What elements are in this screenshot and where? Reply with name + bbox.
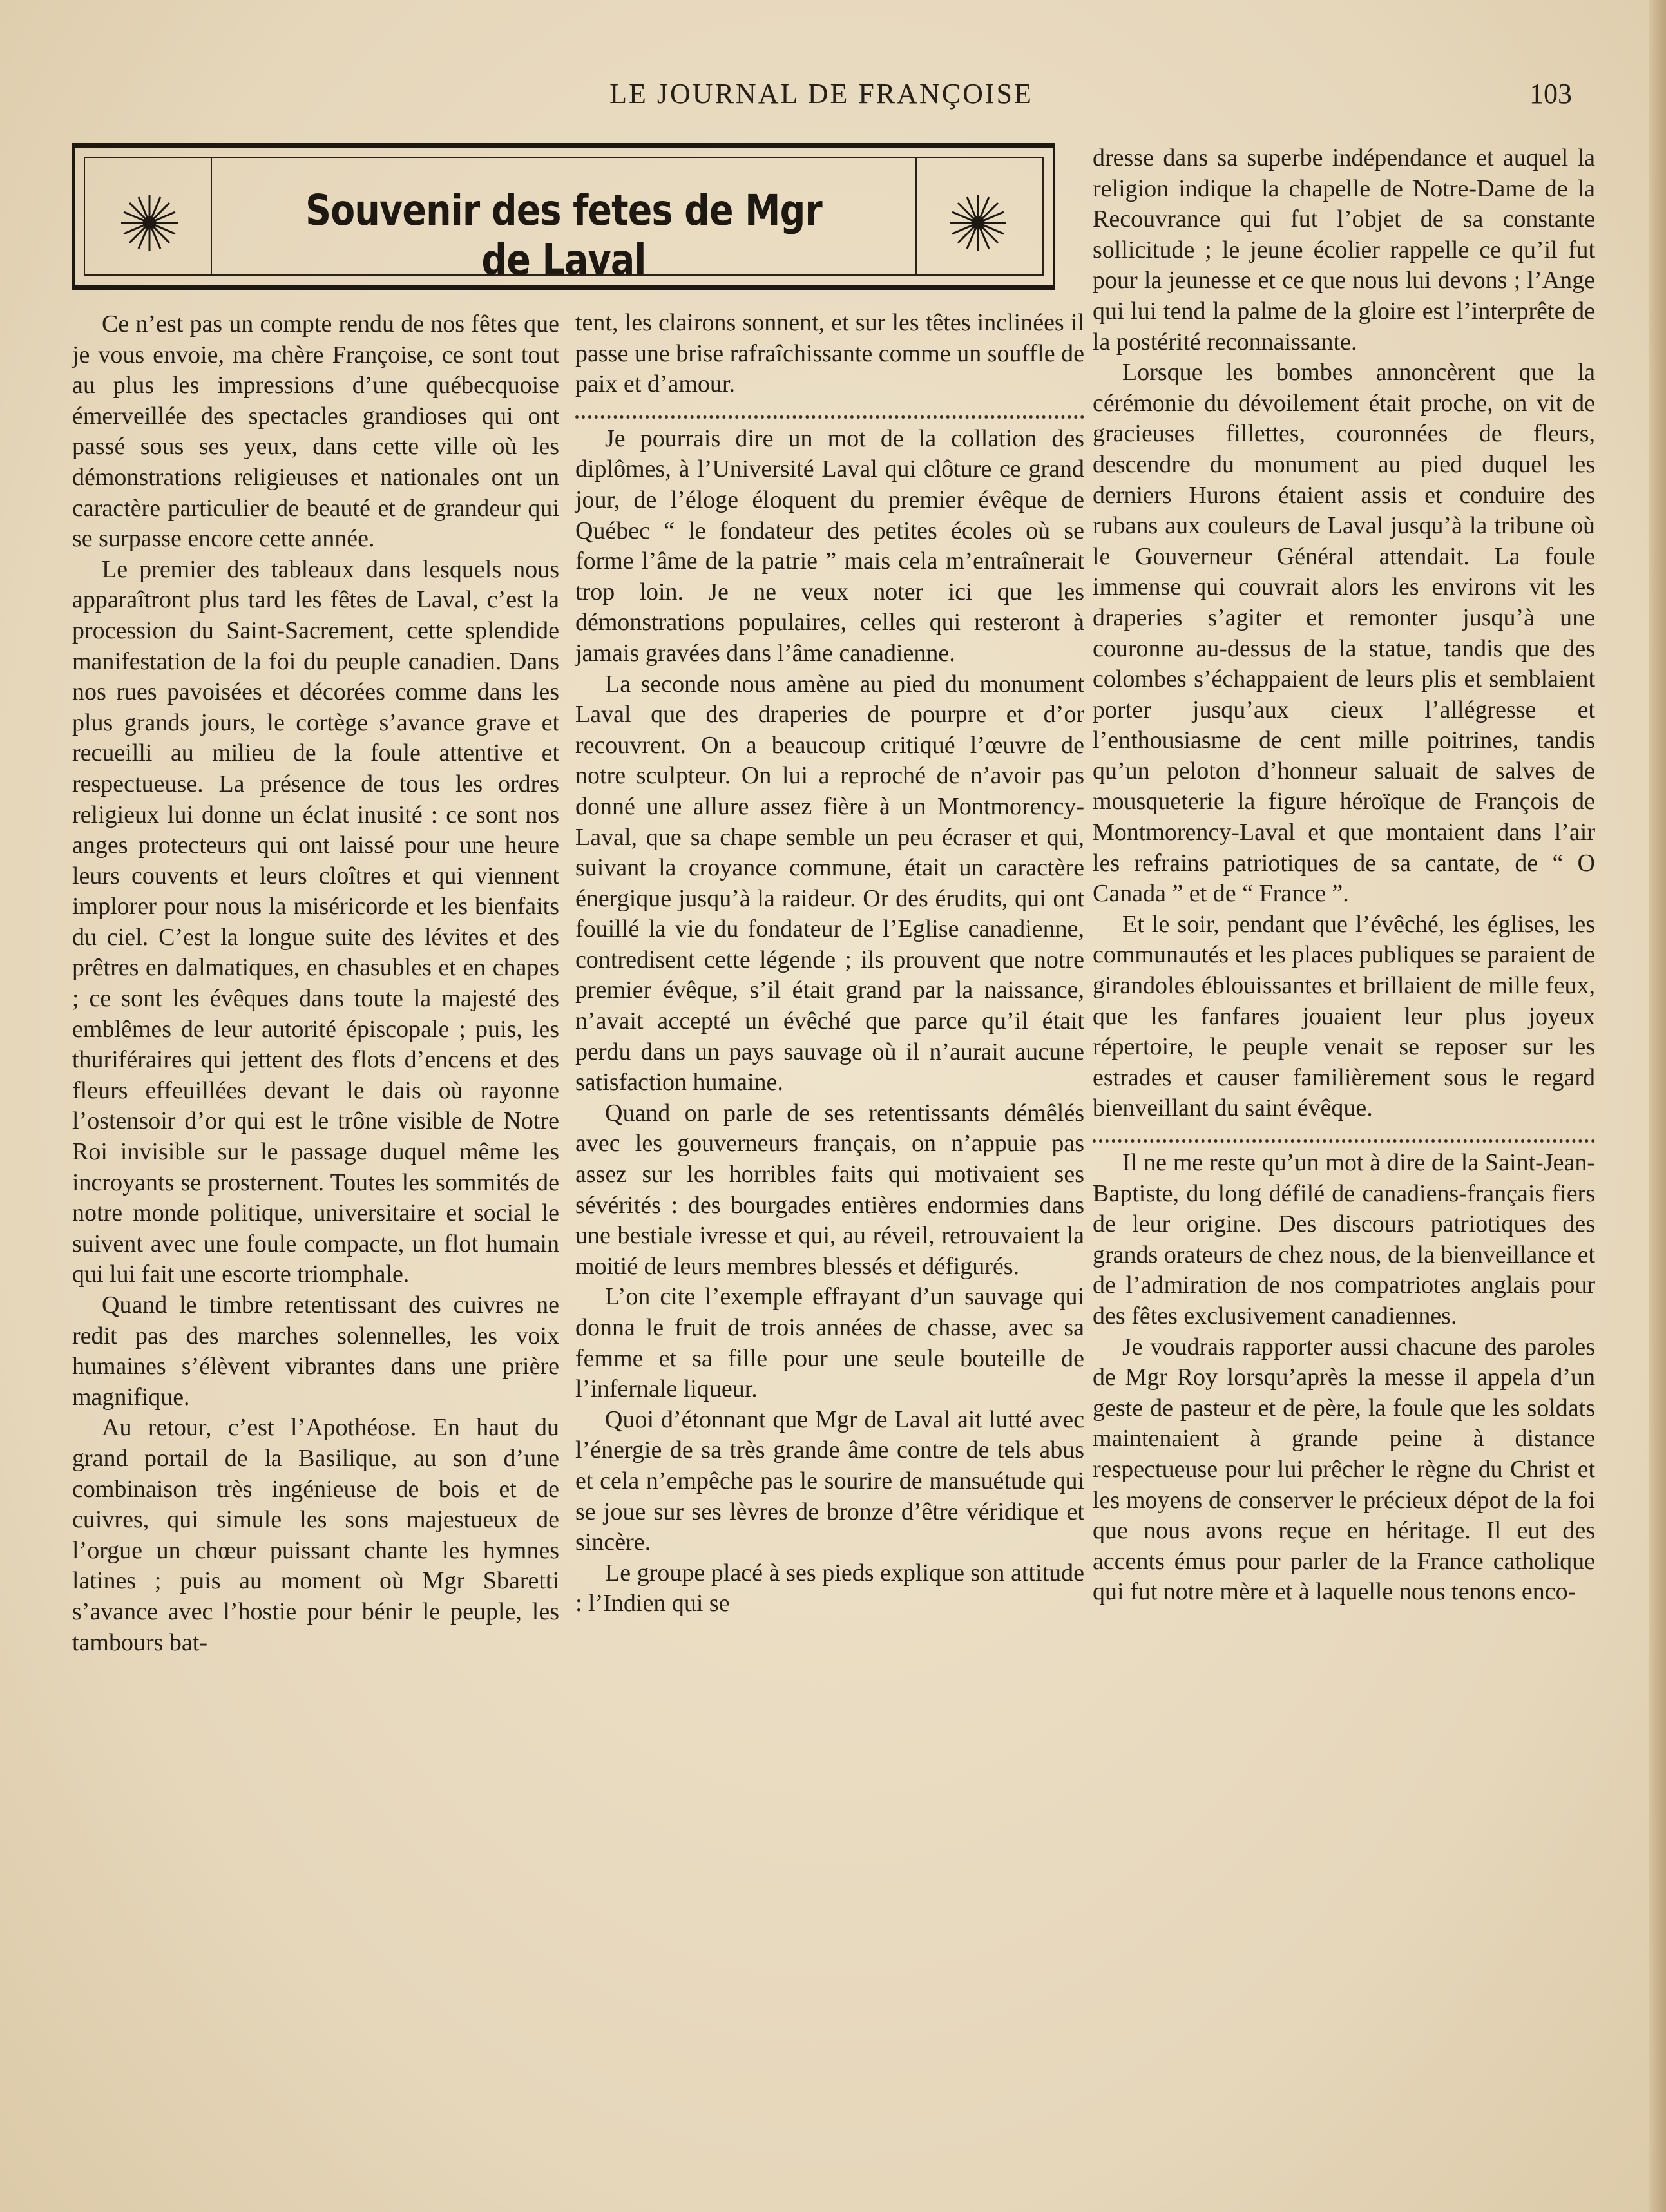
title-box-divider-right: [915, 158, 917, 274]
paragraph: Le groupe placé à ses pieds explique son attitude : l’Indien qui se: [575, 1559, 1084, 1617]
running-head: [71, 77, 1572, 122]
running-title: LE JOURNAL DE FRANÇOISE: [609, 78, 1033, 110]
page-number: 103: [1529, 78, 1572, 110]
dotted-separator: [1093, 1125, 1595, 1143]
paragraph: Au retour, c’est l’Apothéose. En haut du grand portail de la Basilique, au son d’une combinaison très ingénieuse de bois et de cuivres, qui simule les sons majestueux de l’orgue un chœur puissant chante les hymnes latines ; puis au moment où Mgr Sbaretti s’avance avec l’hostie pour bénir le peuple, les tambours bat-: [72, 1414, 559, 1656]
paragraph: Quoi d’étonnant que Mgr de Laval ait lutté avec l’énergie de sa très grande âme contre de tels abus et cela n’empêche pas le sourire de mansuétude qui se joue sur ses lèvres de bronze d’être véridique et sincère.: [575, 1406, 1084, 1556]
paragraph: tent, les clairons sonnent, et sur les têtes inclinées il passe une brise rafraîchissante comme un souffle de paix et d’amour.: [575, 309, 1084, 398]
paragraph: Ce n’est pas un compte rendu de nos fêtes que je vous envoie, ma chère Françoise, ce sont tout au plus les impressions d’une québecquoise émerveillée des spectacles grandioses qui ont passé sous ses yeux, dans cette ville où les démonstrations religieuses et nationales ont un caractère particulier de beauté et de grandeur qui se surpasse encore cette année.: [72, 310, 559, 553]
text-column-2: [575, 308, 1084, 1619]
text-column-1: [72, 309, 559, 1658]
title-box-divider-left: [211, 158, 212, 274]
paragraph: dresse dans sa superbe indépendance et auquel la religion indique la chapelle de Notre-Dame de la Recouvrance qui fut l’objet de sa constante sollicitude ; le jeune écolier rappelle ce qu’il fut pour la jeunesse et ce que nous lui devons ; l’Ange qui lui tend la palme de la gloire est l’interprête de la postérité reconnaissante.: [1093, 144, 1595, 356]
paragraph: Quand le timbre retentissant des cuivres ne redit pas des marches solennelles, les voix humaines s’élèvent vibrantes dans une prière magnifique.: [72, 1292, 559, 1411]
paragraph: Je voudrais rapporter aussi chacune des paroles de Mgr Roy lorsqu’après la messe il appela d’un geste de pasteur et de père, la foule que les soldats maintenaient à grande peine à distance respectueuse pour lui prêcher le règne du Christ et les moyens de conserver le précieux dépot de la foi que nous avons reçue en héritage. Il eut des accents émus pour parler de la France catholique qui fut notre mère et à laquelle nous tenons enco-: [1093, 1333, 1595, 1606]
article-title-box: [72, 143, 1055, 290]
title-box-inner-frame: [84, 157, 1044, 285]
paragraph: Il ne me reste qu’un mot à dire de la Saint-Jean-Baptiste, du long défilé de canadiens-français fiers de leur origine. Des discours patriotiques des grands orateurs de chez nous, de la bienveillance et de l’admiration de nos compatriotes anglais pour des fêtes exclusivement canadiennes.: [1093, 1149, 1595, 1330]
paragraph: Le premier des tableaux dans lesquels nous apparaîtront plus tard les fêtes de Laval, c’est la procession du Saint-Sacrement, cette splendide manifestation de la foi du peuple canadien. Dans nos rues pavoisées et décorées comme dans les plus grands jours, le cortège s’avance grave et recueilli au milieu de la foule attentive et respectueuse. La présence de tous les ordres religieux lui donne un éclat inusité : ce sont nos anges protecteurs qui ont laissé pour une heure leurs couvents et leurs cloîtres et qui viennent implorer pour nous la miséricorde et les bienfaits du ciel. C’est la longue suite des lévites et des prêtres en dalmatiques, en chasubles et en chapes ; ce sont les évêques dans toute la majesté des emblêmes de leur autorité épiscopale ; puis, les thuriféraires qui jettent des flots d’encens et des fleurs effeuillées devant le dais où rayonne l’ostensoir d’or qui est le trône visible de Notre Roi invisible sur le passage duquel même les incroyants se prosternent. Toutes les sommités de notre monde politique, universitaire et social le suivent avec une foule compacte, un flot humain qui lui fait une escorte triomphale.: [72, 555, 559, 1288]
paragraph: Lorsque les bombes annoncèrent que la cérémonie du dévoilement était proche, on vit de gracieuses fillettes, couronnées de fleurs, descendre du monument au pied duquel les derniers Hurons étaient assis et conduire des rubans aux couleurs de Laval jusqu’à la tribune où le Gouverneur Général attendait. La foule immense qui couvrait alors les environs vit les draperies s’agiter et remonter jusqu’à une couronne au-dessus de la statue, tandis que des colombes s’échappaient de leurs plis et semblaient porter jusqu’aux cieux l’allégresse et l’enthousiasme de cent mille poitrines, tandis qu’un peloton d’honneur saluait de salves de mousqueterie la figure héroïque de François de Montmorency-Laval et que montaient dans l’air les refrains patriotiques de sa cantate, de “ O Canada ” et de “ France ”.: [1093, 359, 1595, 908]
page-gutter-shadow: [1649, 0, 1666, 2212]
dotted-separator: [575, 401, 1084, 419]
paragraph: Quand on parle de ses retentissants démêlés avec les gouverneurs français, on n’appuie pas assez sur les horribles faits qui motivaient ses sévérités : des bourgades entières endormies dans une bestiale ivresse et qui, au réveil, retrouvaient la moitié de leurs membres blessés et défigurés.: [575, 1099, 1084, 1280]
starburst-ornament-icon: [117, 191, 182, 255]
paragraph: L’on cite l’exemple effrayant d’un sauvage qui donna le fruit de trois années de chasse, avec sa femme et sa fille pour une seule bouteille de l’infernale liqueur.: [575, 1283, 1084, 1403]
paragraph: Je pourrais dire un mot de la collation des diplômes, à l’Université Laval qui clôture ce grand jour, de l’éloge éloquent du premier évêque de Québec “ le fondateur des petites écoles où se forme l’âme de la patrie ” mais cela m’entraînerait trop loin. Je ne veux noter ici que les démonstrations populaires, celles qui resteront à jamais gravées dans l’âme canadienne.: [575, 424, 1084, 667]
article-title: Souvenir des fetes de Mgr de Laval: [305, 186, 822, 285]
paragraph: Et le soir, pendant que l’évêché, les églises, les communautés et les places publiques se paraient de girandoles éblouissantes et brillaient de mille feux, que les fanfares jouaient leur plus joyeux répertoire, le peuple venait se reposer sur les estrades et causer familièrement sous le regard bienveillant du saint évêque.: [1093, 910, 1595, 1122]
text-column-3: [1093, 143, 1595, 1608]
paragraph: La seconde nous amène au pied du monument Laval que des draperies de pourpre et d’or recouvrent. On a beaucoup critiqué l’œuvre de notre sculpteur. On lui a reproché de n’avoir pas donné une allure assez fière à un Montmorency-Laval, que sa chape semble un peu écraser et qui, suivant la croyance commune, était un caractère énergique jusqu’à la raideur. Or des érudits, qui ont fouillé la vie du fondateur de l’Eglise canadienne, contredisent cette légende ; ils prouvent que notre premier évêque, s’il était grand par la naissance, n’avait accepté un évêché que parce qu’il était perdu dans un pays sauvage où il n’aurait aucune satisfaction humaine.: [575, 670, 1084, 1096]
starburst-ornament-icon: [946, 191, 1010, 255]
